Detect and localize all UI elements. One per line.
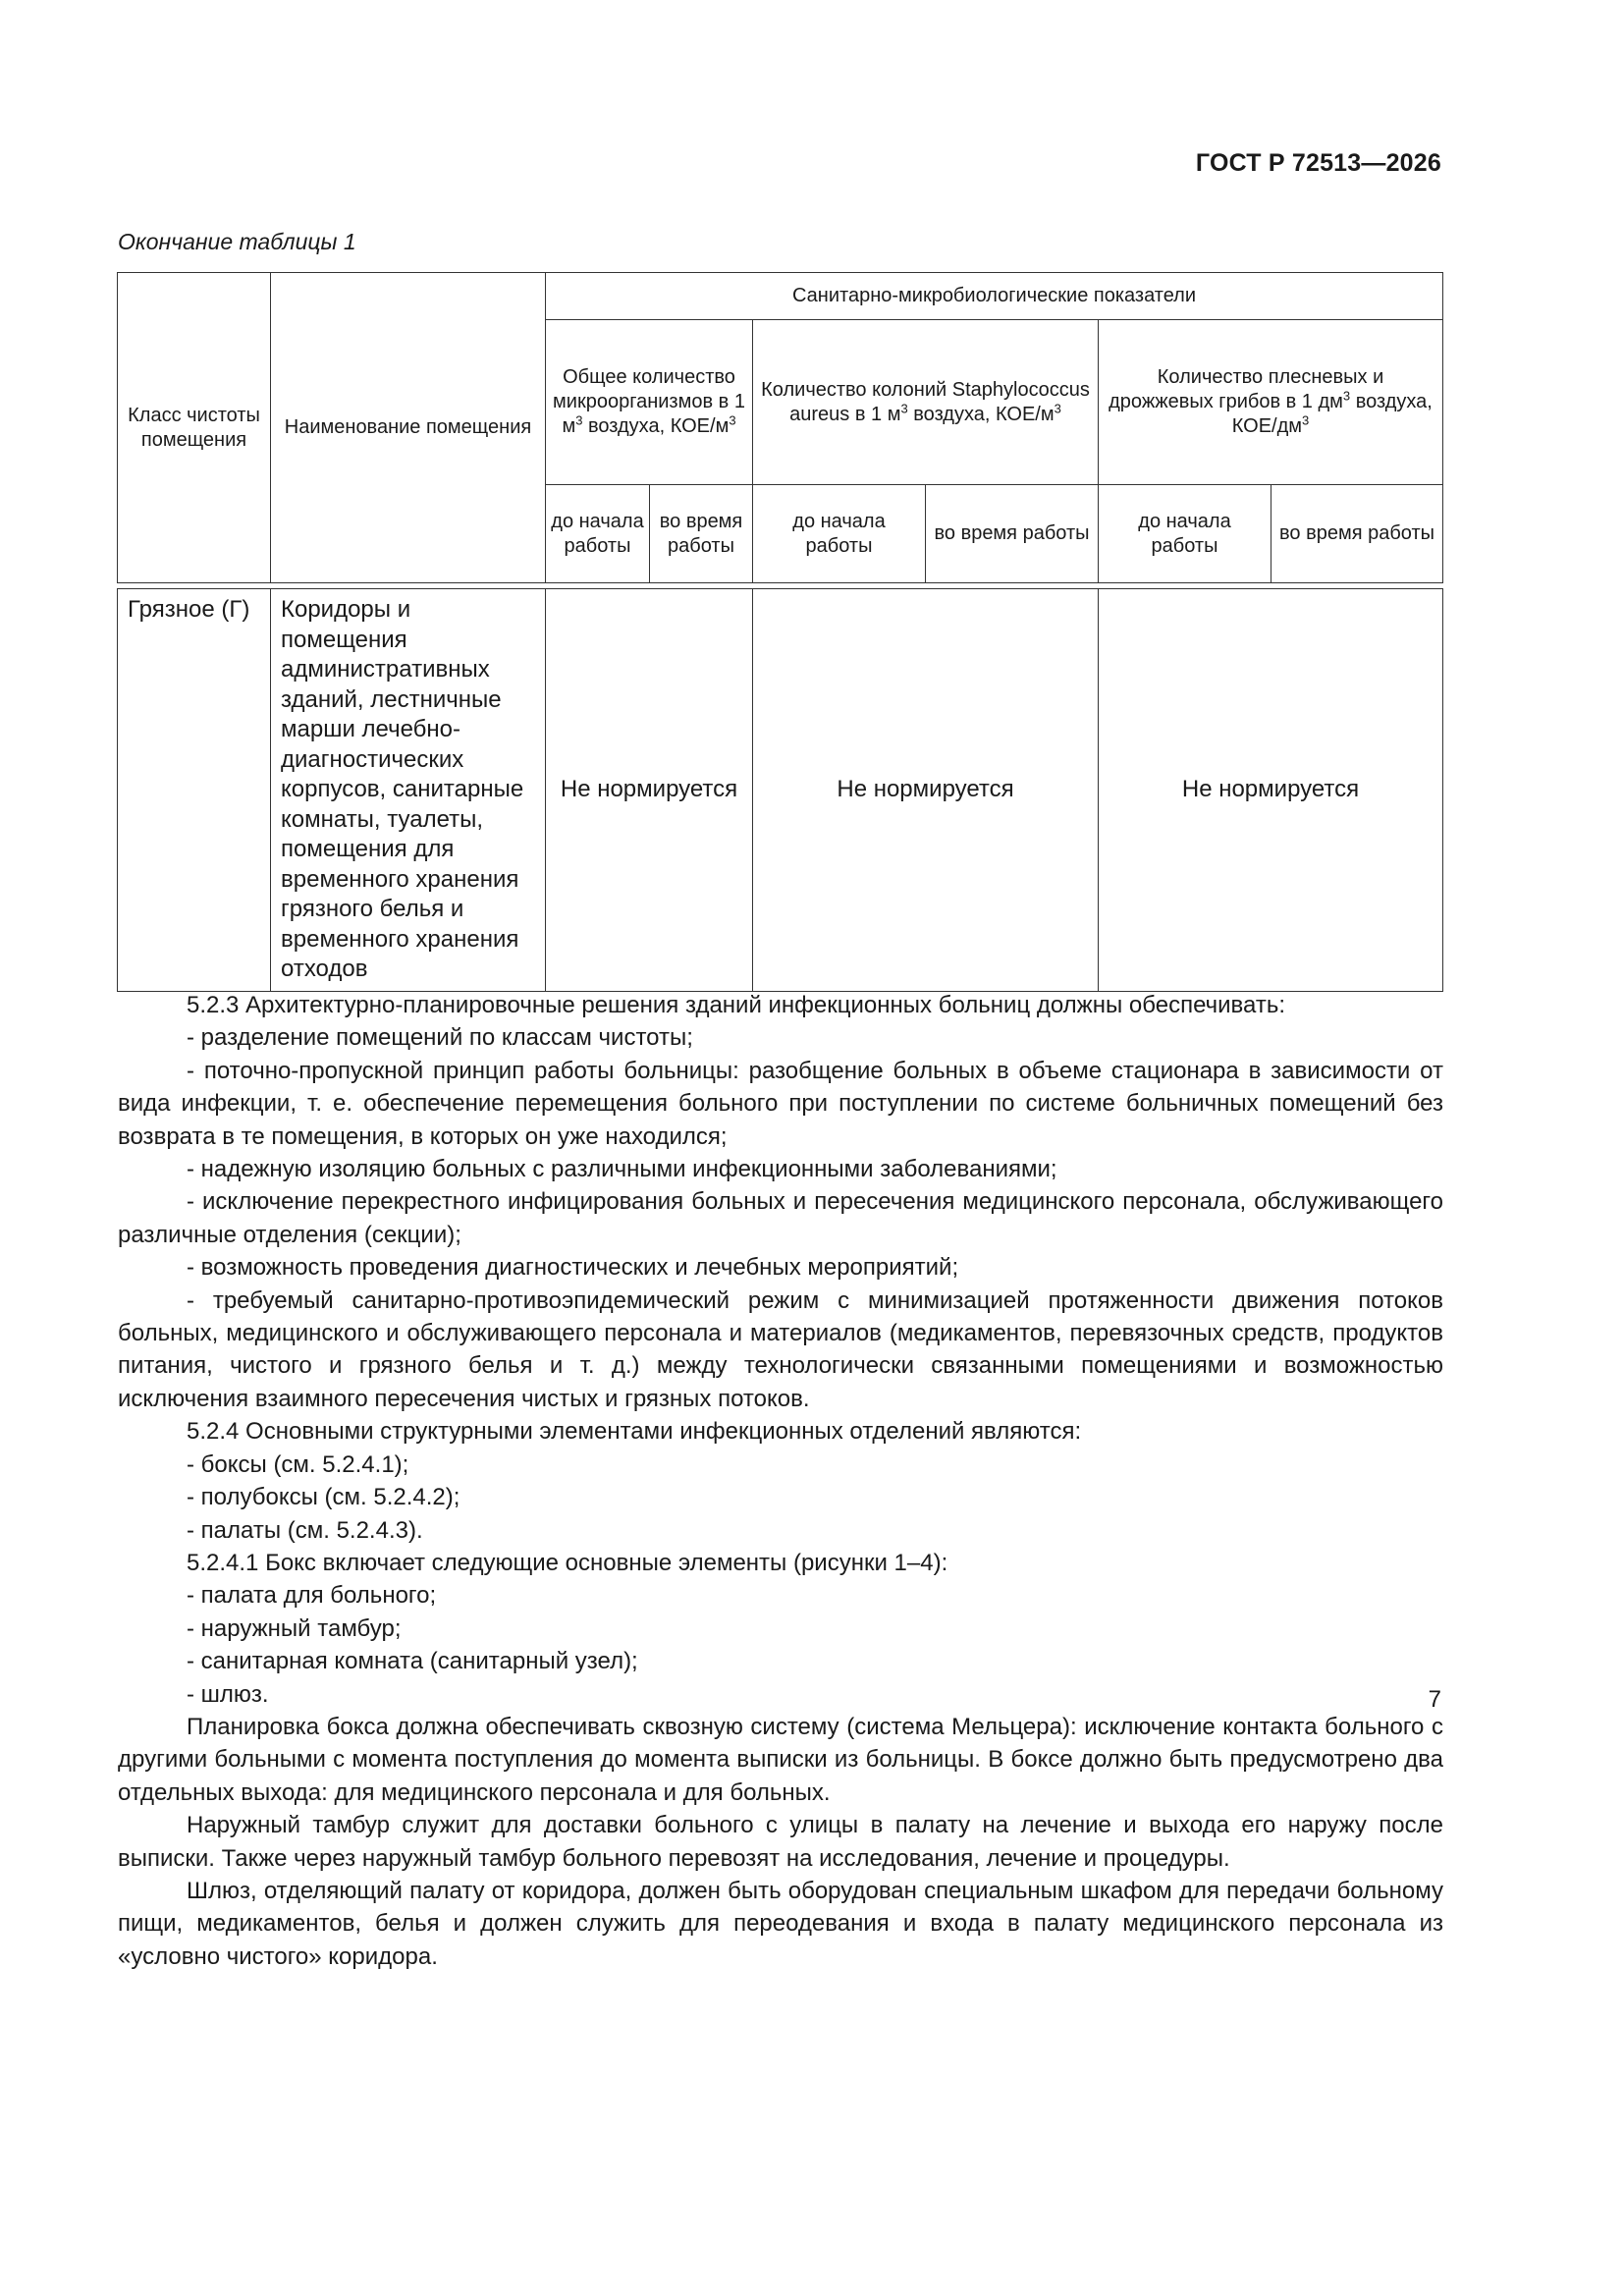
paragraph-5-2-4-1: 5.2.4.1 Бокс включает следующие основные элементы (рисунки 1–4):	[187, 1549, 948, 1576]
header-before-work-1: до начала работы	[546, 485, 650, 583]
row-cleanliness-class: Грязное (Г)	[118, 589, 271, 992]
header-staphylococcus: Количество колоний Staphylococcus aureus в 1 $м^3$ воздуха, КОЕ/$м^3$	[753, 320, 1099, 485]
body-text	[118, 989, 1443, 1973]
header-room-name: Наименование помещения	[271, 273, 546, 583]
page-number: 7	[1428, 1686, 1441, 1713]
list-item: - требуемый санитарно-противоэпидемический режим с минимизацией протяженности движения потоков больных, медицинского и обслуживающего персонала и материалов (медикаментов, перевязочных средств, продуктов питания, чистого и грязного белья и т. д.) между технологически связанными помещениями и возможностью исключения взаимного пересечения чистых и грязных потоков.	[118, 1286, 1443, 1412]
list-item: - исключение перекрестного инфицирования больных и пересечения медицинского персонала, обслуживающего различные отделения (секции);	[118, 1188, 1443, 1248]
header-during-work-3: во время работы	[1271, 485, 1443, 583]
list-item: - возможность проведения диагностических и лечебных мероприятий;	[187, 1254, 959, 1282]
list-item: - шлюз.	[187, 1680, 269, 1708]
table-caption: Окончание таблицы 1	[118, 229, 356, 254]
list-item: - разделение помещений по классам чистоты;	[187, 1024, 693, 1052]
list-item: - поточно-пропускной принцип работы больницы: разобщение больных в объеме стационара в зависимости от вида инфекции, т. е. обеспечение перемещения больного при поступлении по системе больничных помещений без возврата в те помещения, в которых он уже находился;	[118, 1057, 1443, 1150]
list-item: - палата для больного;	[187, 1582, 437, 1610]
header-mold-yeast: Количество плесневых и дрожжевых грибов в 1 $дм^3$ воздуха, КОЕ/$дм^3$	[1099, 320, 1443, 485]
row-room-name: Коридоры и помещения административных зданий, лестничные марши лечебно-диагностических корпусов, санитарные комнаты, туалеты, помещения для временного хранения грязного белья и временного хранения отходов	[271, 589, 546, 992]
header-during-work-2: во время работы	[926, 485, 1099, 583]
list-item: - надежную изоляцию больных с различными инфекционными заболеваниями;	[187, 1156, 1057, 1183]
header-sanitary-indicators: Санитарно-микробиологические показатели	[546, 273, 1443, 320]
row-value-staphylococcus: Не нормируется	[753, 589, 1099, 992]
list-item: - наружный тамбур;	[187, 1614, 402, 1642]
list-item: - полубоксы (см. 5.2.4.2);	[187, 1484, 460, 1511]
header-cleanliness-class: Класс чистоты помещения	[118, 273, 271, 583]
row-value-mold: Не нормируется	[1099, 589, 1443, 992]
paragraph-outer-vestibule: Наружный тамбур служит для доставки больного с улицы в палату на лечение и выхода его наружу после выписки. Также через наружный тамбур больного перевозят на исследования, лечение и процедуры.	[118, 1812, 1443, 1872]
table-row	[118, 589, 1443, 992]
list-item: - палаты (см. 5.2.4.3).	[187, 1516, 423, 1544]
header-during-work-1: во время работы	[650, 485, 753, 583]
sanitary-table	[117, 272, 1443, 992]
paragraph-5-2-3: 5.2.3 Архитектурно-планировочные решения зданий инфекционных больниц должны обеспечивать:	[187, 992, 1285, 1018]
paragraph-box-layout: Планировка бокса должна обеспечивать сквозную систему (система Мельцера): исключение контакта больного с другими больными с момента поступления до момента выписки из больницы. В боксе должно быть предусмотрено два отдельных выхода: для медицинского персонала и для больных.	[118, 1713, 1443, 1806]
paragraph-airlock: Шлюз, отделяющий палату от коридора, должен быть оборудован специальным шкафом для передачи больному пищи, медикаментов, белья и должен служить для переодевания и входа в палату медицинского персонала из «условно чистого» коридора.	[118, 1877, 1443, 1970]
row-value-total: Не нормируется	[546, 589, 753, 992]
header-total-microorganisms: Общее количество микроорганизмов в 1 $м^3$ воздуха, КОЕ/$м^3$	[546, 320, 753, 485]
header-before-work-2: до начала работы	[753, 485, 926, 583]
header-before-work-3: до начала работы	[1099, 485, 1271, 583]
document-number: ГОСТ Р 72513—2026	[1195, 149, 1441, 177]
paragraph-5-2-4: 5.2.4 Основными структурными элементами инфекционных отделений являются:	[187, 1418, 1082, 1446]
list-item: - санитарная комната (санитарный узел);	[187, 1648, 638, 1675]
list-item: - боксы (см. 5.2.4.1);	[187, 1450, 409, 1478]
